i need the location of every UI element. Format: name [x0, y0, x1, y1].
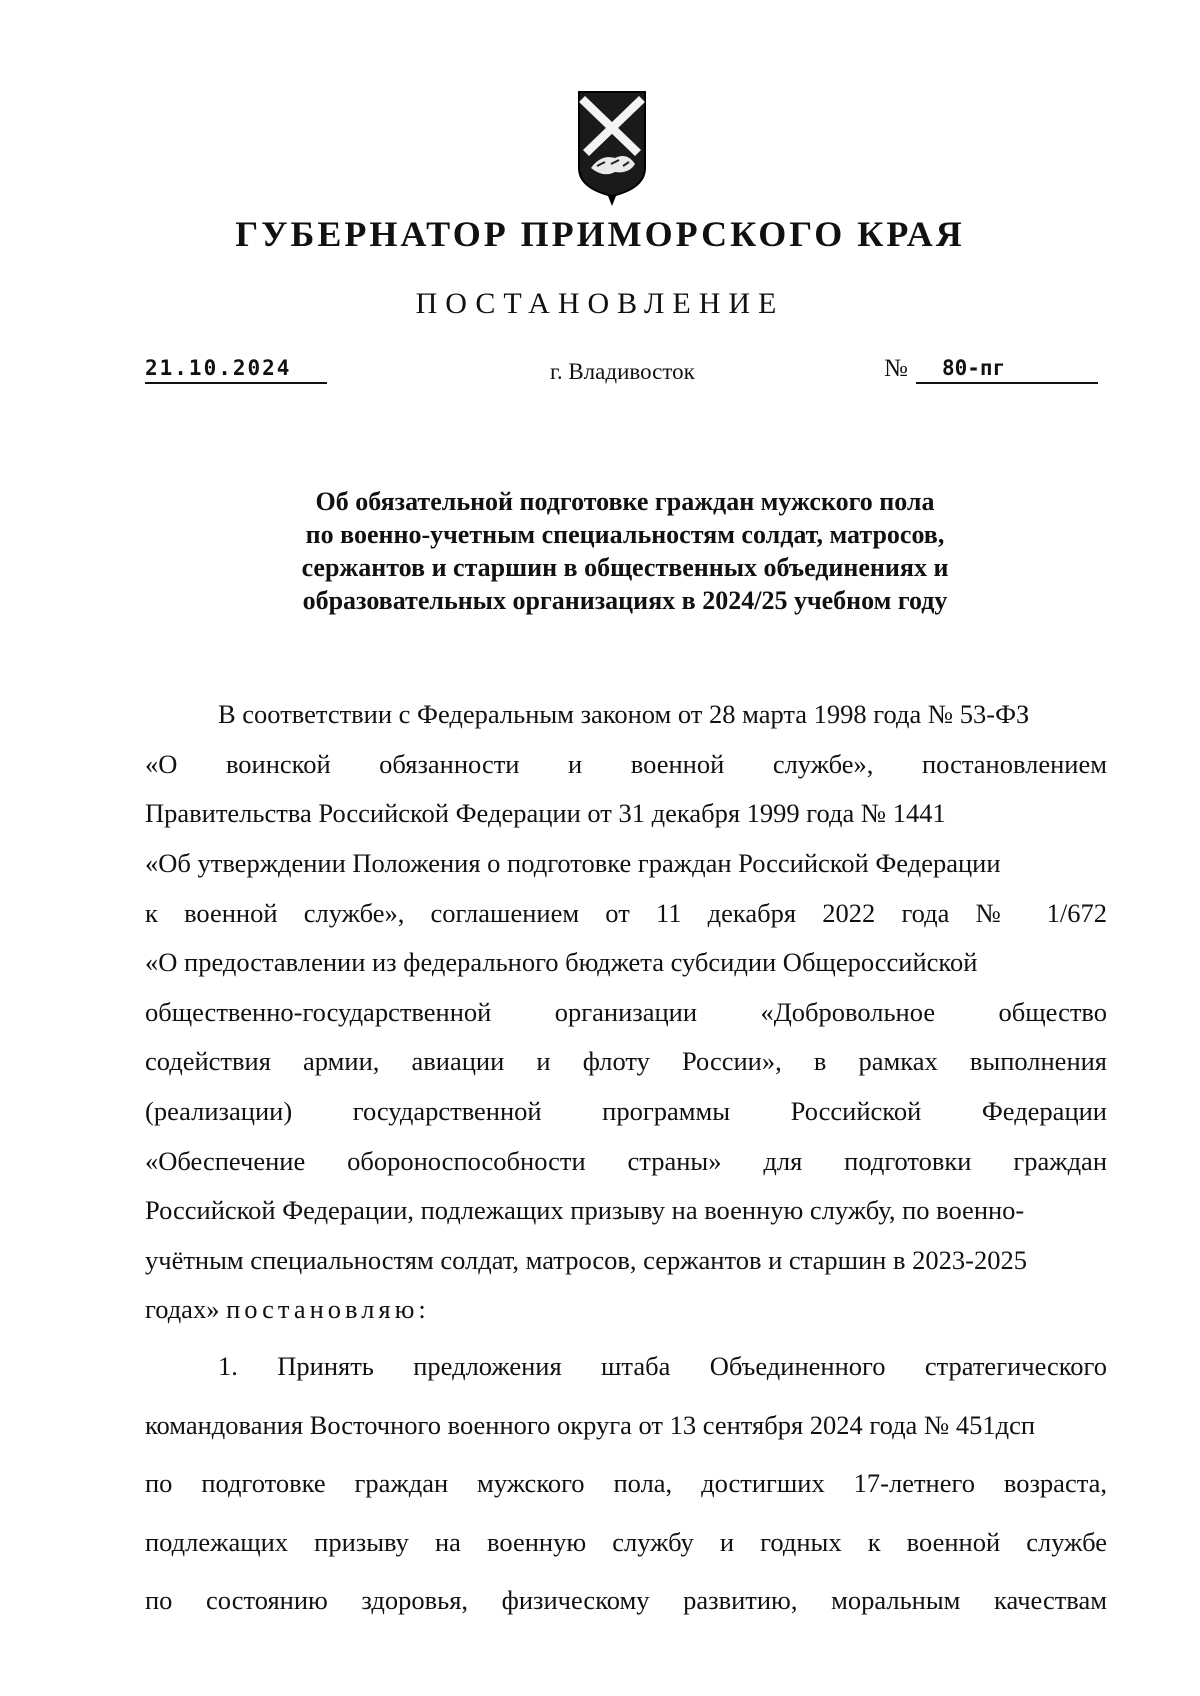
body-line: В соответствии с Федеральным законом от 28 марта 1998 года № 53-ФЗ: [218, 699, 1030, 729]
paragraph-1-line: по состоянию здоровья, физическому развитию, моральным качествам: [145, 1585, 1107, 1615]
paragraph-1-line: по подготовке граждан мужского пола, достигших 17-летнего возраста,: [145, 1468, 1107, 1498]
body-line: «Об утверждении Положения о подготовке граждан Российской Федерации: [145, 848, 1001, 878]
paragraph-1-line: подлежащих призыву на военную службу и годных к военной службе: [145, 1527, 1107, 1557]
subject-line: по военно-учетным специальностям солдат, матросов,: [305, 520, 945, 549]
paragraph-1-line: командования Восточного военного округа от 13 сентября 2024 года № 451дсп: [145, 1410, 1036, 1440]
number-sign: №: [884, 355, 908, 382]
body-line: «О предоставлении из федерального бюджета субсидии Общероссийской: [145, 947, 978, 977]
body-line: общественно-государственной организации «Добровольное общество: [145, 997, 1107, 1027]
body-line: Правительства Российской Федерации от 31 декабря 1999 года № 1441: [145, 798, 946, 828]
body-line: (реализации) государственной программы Российской Федерации: [145, 1096, 1107, 1126]
paragraph-1-line: 1. Принять предложения штаба Объединенного стратегического: [218, 1351, 1107, 1381]
body-line: [145, 1293, 1107, 1325]
body-line: «Обеспечение обороноспособности страны» для подготовки граждан: [145, 1146, 1107, 1176]
document-date: 21.10.2024: [145, 356, 327, 384]
organization-title: ГУБЕРНАТОР ПРИМОРСКОГО КРАЯ: [235, 214, 965, 254]
coat-of-arms-emblem: [575, 88, 649, 206]
document-subject: [150, 485, 1100, 617]
body-line: к военной службе», соглашением от 11 декабря 2022 года № 1/672: [145, 898, 1107, 928]
subject-line: сержантов и старшин в общественных объединениях и: [301, 553, 949, 582]
body-line: «О воинской обязанности и военной службе», постановлением: [145, 749, 1107, 779]
body-text: годах»: [145, 1294, 220, 1324]
document-type: ПОСТАНОВЛЕНИЕ: [415, 287, 785, 320]
subject-line: образовательных организациях в 2024/25 учебном году: [302, 586, 948, 615]
body-line: содействия армии, авиации и флоту России», в рамках выполнения: [145, 1046, 1107, 1076]
document-city: г. Владивосток: [550, 359, 695, 384]
document-number: 80-пг: [916, 356, 1098, 384]
body-line: учётным специальностям солдат, матросов, сержантов и старшин в 2023-2025: [145, 1245, 1027, 1275]
body-line: Российской Федерации, подлежащих призыву на военную службу, по военно-: [145, 1195, 1025, 1225]
resolution-word: постановляю:: [226, 1294, 430, 1324]
subject-line: Об обязательной подготовке граждан мужского пола: [315, 487, 935, 516]
